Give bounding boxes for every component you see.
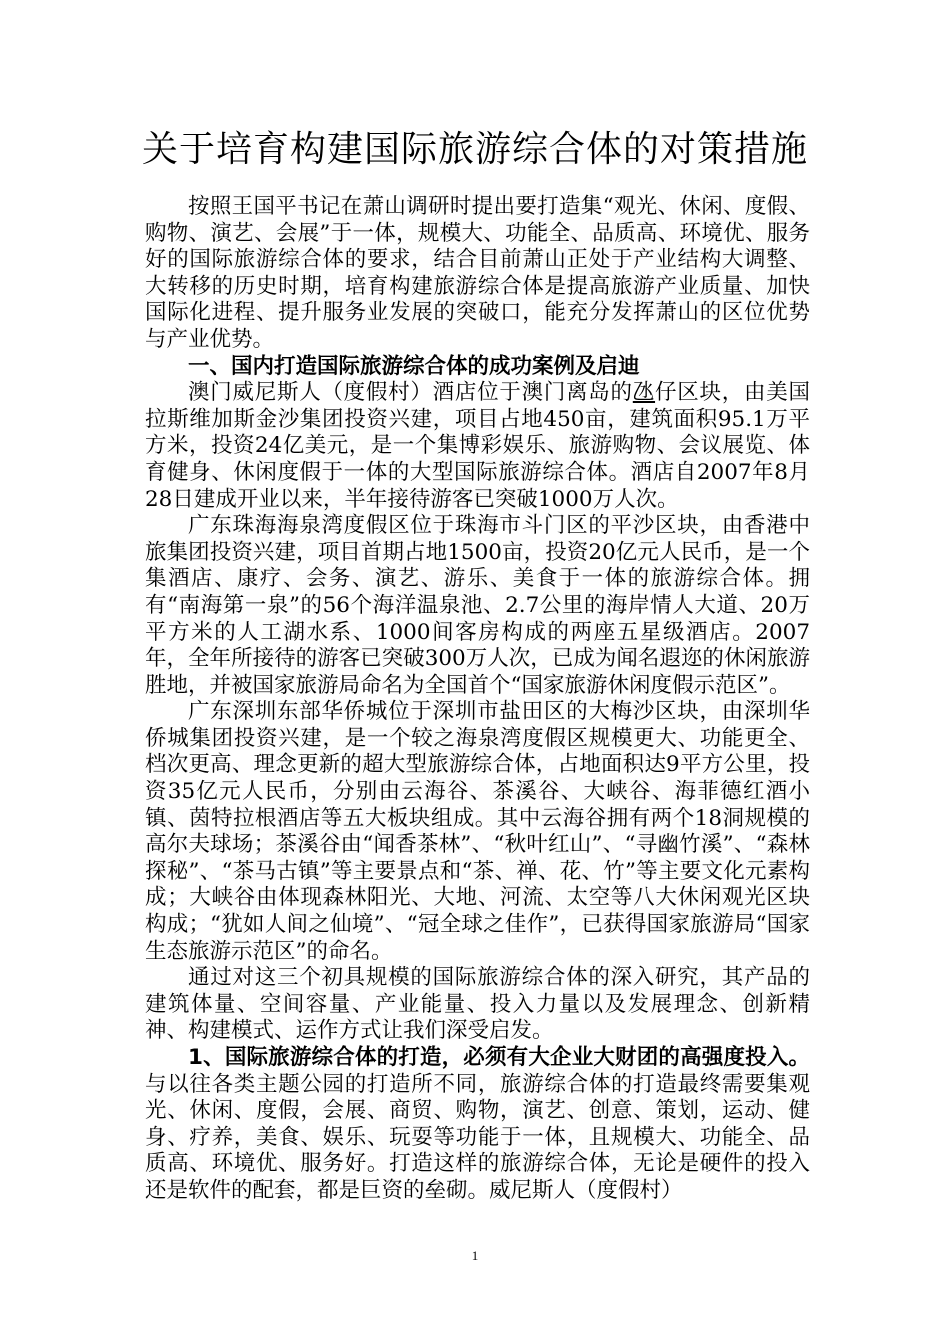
- macau-text-start: 澳门威尼斯人（度假村）酒店位于澳门离岛的: [188, 380, 633, 406]
- page-number: 1: [471, 1248, 479, 1263]
- zhuhai-paragraph: 广东珠海海泉湾度假区位于珠海市斗门区的平沙区块，由香港中旅集团投资兴建，项目首期占地1500亩，投资20亿元人民币，是一个集酒店、康疗、会务、演艺、游乐、美食于一体的旅游综合体。拥有“南海第一泉”的56个海洋温泉池、2.7公里的海岸情人大道、20万平方米的人工湖水系、1000间客房构成的两座五星级酒店。2007年，全年所接待的游客已突破300万人次，已成为闻名遐迩的休闲旅游胜地，并被国家旅游局命名为全国首个“国家旅游休闲度假示范区”。: [145, 513, 810, 698]
- underlined-character: 氹: [632, 380, 656, 406]
- point-1-paragraph: [145, 1045, 810, 1205]
- macau-text-rest: 仔区块，由美国拉斯维加斯金沙集团投资兴建，项目占地450亩，建筑面积95.1万平方米，投资24亿美元，是一个集博彩娱乐、旅游购物、会议展览、体育健身、休闲度假于一体的大型国际旅游综合体。酒店自2007年8月28日建成开业以来，半年接待游客已突破1000万人次。: [145, 380, 810, 512]
- shenzhen-paragraph: 广东深圳东部华侨城位于深圳市盐田区的大梅沙区块，由深圳华侨城集团投资兴建，是一个较之海泉湾度假区规模更大、功能更全、档次更高、理念更新的超大型旅游综合体，占地面积达9平方公里，投资35亿元人民币，分别由云海谷、茶溪谷、大峡谷、海菲德红酒小镇、茵特拉根酒店等五大板块组成。其中云海谷拥有两个18洞规模的高尔夫球场；茶溪谷由“闻香茶林”、“秋叶红山”、“寻幽竹溪”、“森林探秘”、“茶马古镇”等主要景点和“茶、禅、花、竹”等主要文化元素构成；大峡谷由体现森林阳光、大地、河流、太空等八大休闲观光区块构成；“犹如人间之仙境”、“冠全球之佳作”，已获得国家旅游局“国家生态旅游示范区”的命名。: [145, 699, 810, 964]
- point-1-text: 与以往各类主题公园的打造所不同，旅游综合体的打造最终需要集观光、休闲、度假，会展、商贸、购物，演艺、创意、策划，运动、健身、疗养，美食、娱乐、玩耍等功能于一体，且规模大、功能全、品质高、环境优、服务好。打造这样的旅游综合体，无论是硬件的投入还是软件的配套，都是巨资的垒砌。威尼斯人（度假村）: [145, 1071, 810, 1203]
- document-title: 关于培育构建国际旅游综合体的对策措施: [141, 129, 808, 170]
- intro-paragraph: 按照王国平书记在萧山调研时提出要打造集“观光、休闲、度假、购物、演艺、会展”于一体，规模大、功能全、品质高、环境优、服务好的国际旅游综合体的要求，结合目前萧山正处于产业结构大调整、大转移的历史时期，培育构建旅游综合体是提高旅游产业质量、加快国际化进程、提升服务业发展的突破口，能充分发挥萧山的区位优势与产业优势。: [145, 194, 810, 352]
- point-1-heading: 1、国际旅游综合体的打造，必须有大企业大财团的高强度投入。: [188, 1045, 810, 1070]
- document-body: [145, 194, 810, 1205]
- macau-paragraph: [145, 380, 810, 513]
- section-heading: 一、国内打造国际旅游综合体的成功案例及启迪: [188, 353, 640, 379]
- summary-paragraph: 通过对这三个初具规模的国际旅游综合体的深入研究，其产品的建筑体量、空间容量、产业能量、投入力量以及发展理念、创新精神、构建模式、运作方式让我们深受启发。: [145, 965, 810, 1044]
